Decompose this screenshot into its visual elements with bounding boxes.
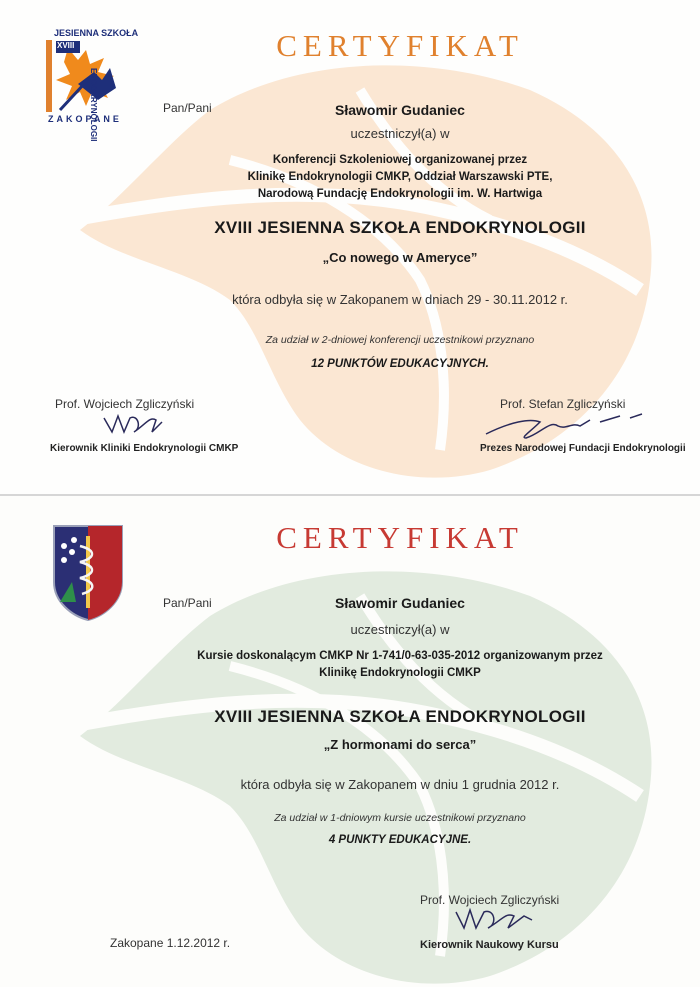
signatory-name: Prof. Wojciech Zgliczyński bbox=[420, 893, 560, 907]
participated-text: uczestniczył(a) w bbox=[350, 126, 450, 141]
signatory-name: Prof. Wojciech Zgliczyński bbox=[55, 397, 195, 411]
signature-scribble-icon bbox=[100, 410, 170, 440]
logo-text-bottom: ZAKOPANE bbox=[48, 114, 122, 124]
school-name: XVIII JESIENNA SZKOŁA ENDOKRYNOLOGII bbox=[214, 218, 586, 237]
education-points: 4 PUNKTY EDUKACYJNE. bbox=[328, 834, 472, 846]
recipient-name: Sławomir Gudaniec bbox=[335, 595, 465, 611]
event-line: Konferencji Szkoleniowej organizowanej przez bbox=[272, 154, 528, 166]
certificate-title: CERTYFIKAT bbox=[276, 28, 524, 63]
event-description bbox=[100, 152, 700, 203]
certificate-course bbox=[0, 496, 700, 987]
event-subtitle: „Z hormonami do serca” bbox=[323, 737, 477, 752]
salutation: Pan/Pani bbox=[163, 101, 212, 115]
event-line: Narodową Fundację Endokrynologii im. W. Hartwiga bbox=[257, 188, 543, 200]
education-points: 12 PUNKTÓW EDUKACYJNYCH. bbox=[311, 358, 489, 370]
logo-text-top: JESIENNA SZKOŁA bbox=[54, 28, 139, 38]
signatory-role: Kierownik Naukowy Kursu bbox=[420, 939, 559, 951]
points-note: Za udział w 1-dniowym kursie uczestnikowi przyznano bbox=[274, 812, 526, 824]
logo-text-side: ENDOKRYNOLOGII bbox=[89, 68, 98, 142]
event-line: Klinikę Endokrynologii CMKP, Oddział Warszawski PTE, bbox=[247, 171, 553, 183]
school-name: XVIII JESIENNA SZKOŁA ENDOKRYNOLOGII bbox=[214, 707, 586, 726]
salutation: Pan/Pani bbox=[163, 596, 212, 610]
event-dates: która odbyła się w Zakopanem w dniach 29 - 30.11.2012 r. bbox=[232, 292, 568, 307]
event-line: Kursie doskonalącym CMKP Nr 1-741/0-63-035-2012 organizowanym przez bbox=[197, 650, 603, 662]
signatory-name: Prof. Stefan Zgliczyński bbox=[500, 397, 626, 411]
place-date: Zakopane 1.12.2012 r. bbox=[110, 936, 231, 950]
event-dates: która odbyła się w Zakopanem w dniu 1 grudnia 2012 r. bbox=[240, 777, 560, 792]
signature-scribble-icon bbox=[480, 408, 650, 444]
points-note: Za udział w 2-dniowej konferencji uczestnikowi przyznano bbox=[265, 334, 535, 346]
signatory-role: Prezes Narodowej Fundacji Endokrynologii bbox=[480, 443, 686, 454]
event-line: Klinikę Endokrynologii CMKP bbox=[319, 667, 481, 679]
event-description bbox=[100, 648, 700, 682]
signatory-role: Kierownik Kliniki Endokrynologii CMKP bbox=[50, 443, 239, 454]
certificate-title: CERTYFIKAT bbox=[276, 520, 524, 555]
participated-text: uczestniczył(a) w bbox=[350, 622, 450, 637]
leaf-watermark bbox=[60, 556, 660, 986]
logo-text-roman: XVIII bbox=[57, 41, 75, 50]
recipient-name: Sławomir Gudaniec bbox=[335, 102, 465, 118]
signature-scribble-icon bbox=[450, 904, 540, 936]
event-subtitle: „Co nowego w Ameryce” bbox=[322, 250, 478, 265]
